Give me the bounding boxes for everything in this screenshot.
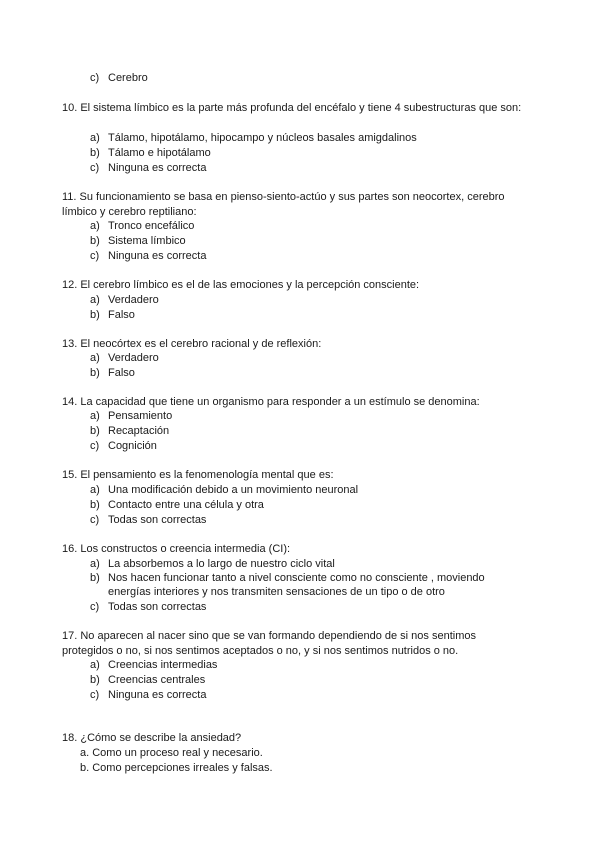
q16-option-a: a) La absorbemos a lo largo de nuestro ciclo vital [90, 558, 335, 570]
q15-option-a: a) Una modificación debido a un movimiento neuronal [90, 484, 359, 496]
q14-option-a: a) Pensamiento [90, 410, 173, 422]
q10-option-c: c) Ninguna es correcta [90, 162, 207, 174]
q12-option-a: a) Verdadero [90, 294, 159, 306]
q15-option-b: b) Contacto entre una célula y otra [90, 499, 264, 511]
question-14: 14. La capacidad que tiene un organismo para responder a un estímulo se denomina: [62, 396, 480, 408]
q16-option-b: b) Nos hacen funcionar tanto a nivel consciente como no consciente , moviendo [90, 572, 485, 584]
q11-option-a: a) Tronco encefálico [90, 220, 195, 232]
q11-option-c: c) Ninguna es correcta [90, 250, 207, 262]
q18-option-a: a. Como un proceso real y necesario. [80, 747, 263, 759]
question-12: 12. El cerebro límbico es el de las emociones y la percepción consciente: [62, 279, 420, 291]
q17-option-a: a) Creencias intermedias [90, 659, 218, 671]
q16-option-c: c) Todas son correctas [90, 601, 207, 613]
q15-option-c: c) Todas son correctas [90, 514, 207, 526]
question-17-line-1: 17. No aparecen al nacer sino que se van formando dependiendo de si nos sentimos [62, 630, 476, 642]
question-13: 13. El neocórtex es el cerebro racional y de reflexión: [62, 338, 322, 350]
q11-option-b: b) Sistema límbico [90, 235, 186, 247]
question-16: 16. Los constructos o creencia intermedia (CI): [62, 543, 291, 555]
q10-option-b: b) Tálamo e hipotálamo [90, 147, 211, 159]
question-17-line-2: protegidos o no, si nos sentimos aceptados o no, y si nos sentimos nutridos o no. [62, 645, 459, 657]
question-18: 18. ¿Cómo se describe la ansiedad? [62, 732, 242, 744]
q16-option-b-continuation: energías interiores y nos transmiten sensaciones de un tipo o de otro [108, 586, 445, 598]
q14-option-c: c) Cognición [90, 440, 157, 452]
q13-option-a: a) Verdadero [90, 352, 159, 364]
question-10: 10. El sistema límbico es la parte más profunda del encéfalo y tiene 4 subestructuras que son: [62, 102, 522, 114]
question-15: 15. El pensamiento es la fenomenología mental que es: [62, 469, 334, 481]
q10-option-a: a) Tálamo, hipotálamo, hipocampo y núcleos basales amigdalinos [90, 132, 417, 144]
q13-option-b: b) Falso [90, 367, 135, 379]
q17-option-c: c) Ninguna es correcta [90, 689, 207, 701]
question-11: 11. Su funcionamiento se basa en pienso-siento-actúo y sus partes son neocortex, cerebro límbico y cerebro reptiliano: [62, 191, 505, 218]
q14-option-b: b) Recaptación [90, 425, 170, 437]
q18-option-b: b. Como percepciones irreales y falsas. [80, 762, 273, 774]
q12-option-b: b) Falso [90, 309, 135, 321]
option-top-c: c) Cerebro [90, 72, 148, 84]
q17-option-b: b) Creencias centrales [90, 674, 206, 686]
